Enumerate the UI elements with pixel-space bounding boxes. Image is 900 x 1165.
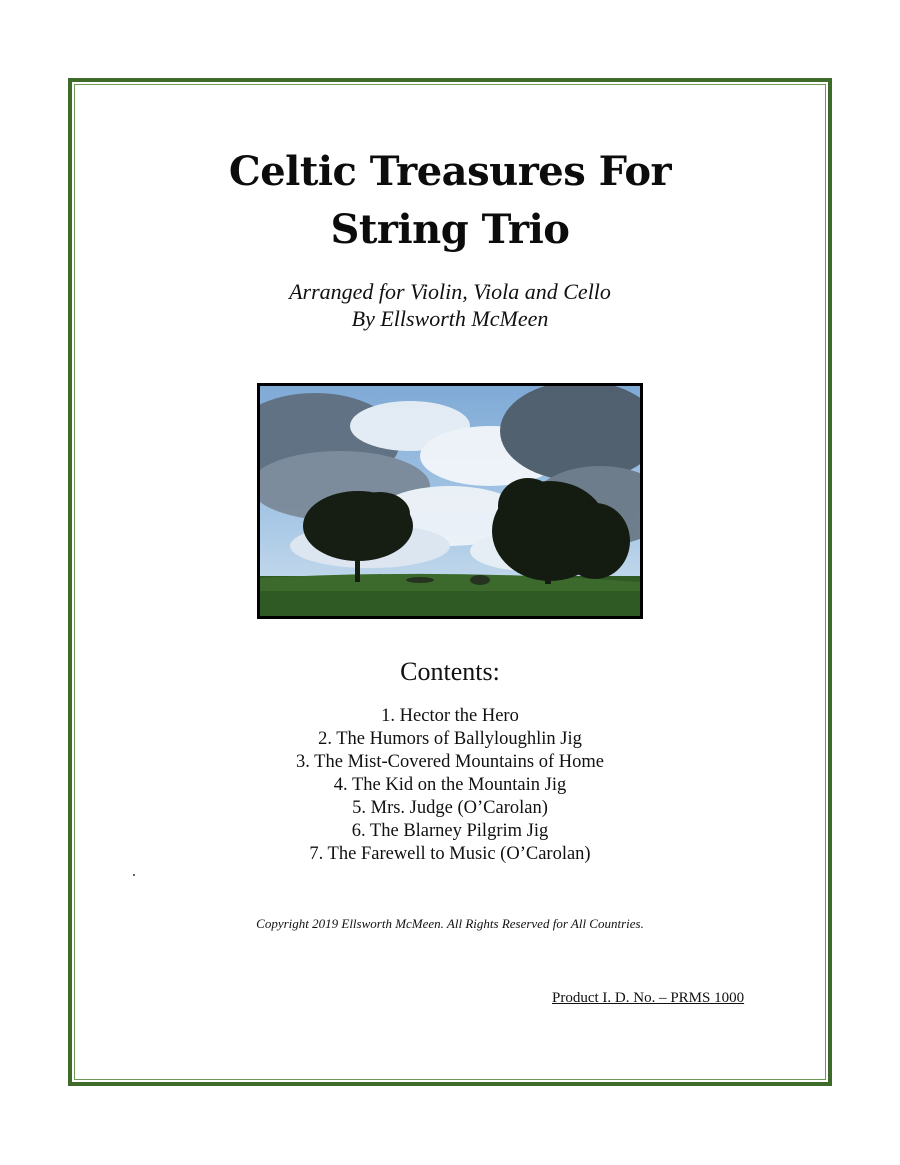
contents-list	[0, 705, 900, 866]
contents-item: 7. The Farewell to Music (O’Carolan)	[309, 844, 591, 864]
contents-item: 3. The Mist-Covered Mountains of Home	[296, 752, 604, 772]
copyright-notice: Copyright 2019 Ellsworth McMeen. All Rights Reserved for All Countries.	[256, 916, 644, 931]
title-line-1: Celtic Treasures For	[228, 148, 672, 195]
title-line-2: String Trio	[330, 206, 570, 253]
product-id: Product I. D. No. – PRMS 1000	[552, 990, 745, 1006]
subtitle-author: By Ellsworth McMeen	[351, 306, 549, 331]
subtitle-arrangement: Arranged for Violin, Viola and Cello	[289, 279, 611, 304]
contents-item: 5. Mrs. Judge (O’Carolan)	[352, 798, 548, 818]
stray-dot	[133, 874, 135, 876]
contents-item: 4. The Kid on the Mountain Jig	[333, 775, 567, 795]
contents-item: 2. The Humors of Ballyloughlin Jig	[318, 729, 582, 749]
contents-heading: Contents:	[400, 657, 500, 686]
contents-item: 1. Hector the Hero	[381, 706, 519, 726]
contents-item: 6. The Blarney Pilgrim Jig	[351, 821, 549, 841]
cover-photo	[257, 383, 643, 619]
landscape-illustration	[260, 386, 640, 616]
